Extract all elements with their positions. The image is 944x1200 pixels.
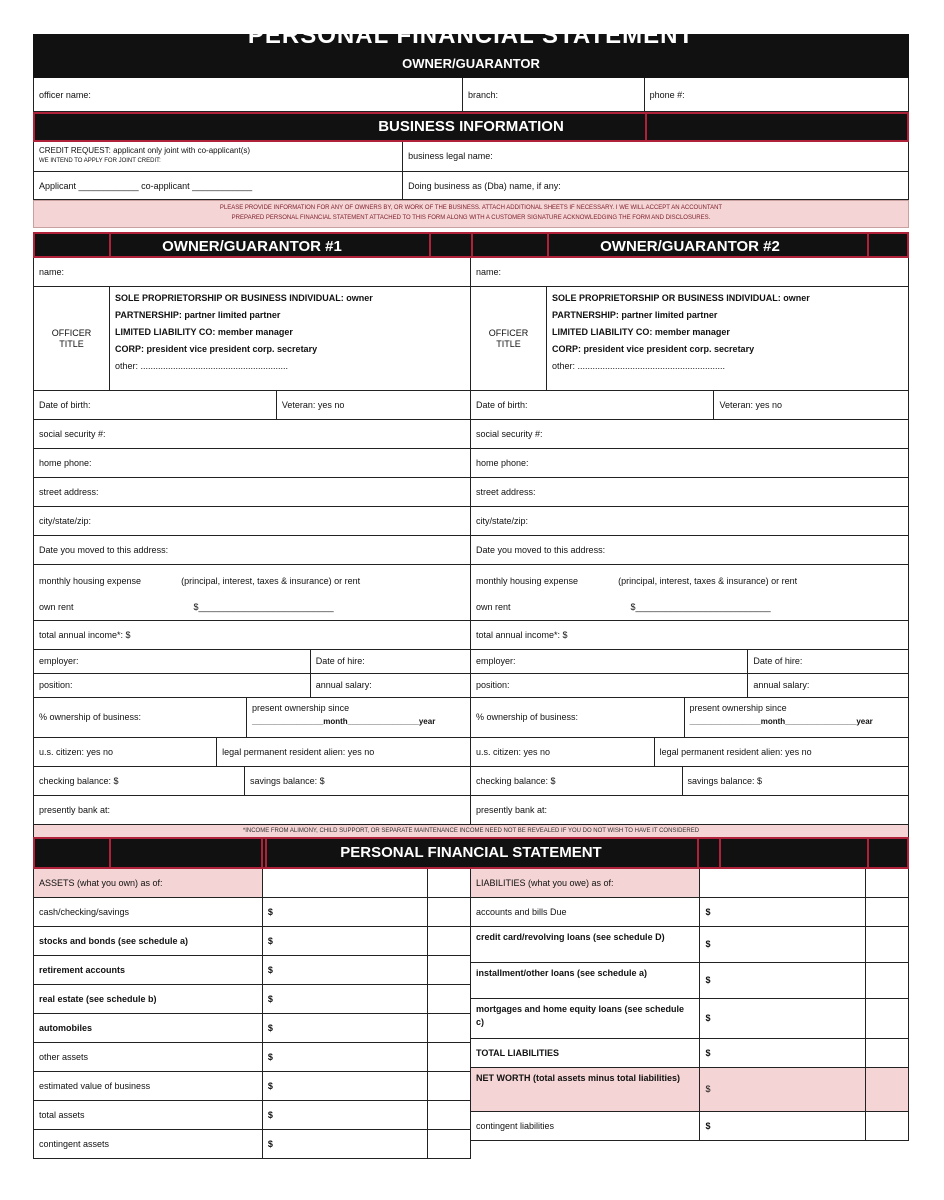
owner-2-dob-field[interactable]: Date of birth: (471, 391, 714, 419)
asset-label: real estate (see schedule b) (34, 985, 263, 1013)
owner-1-present-since-field[interactable] (247, 698, 470, 737)
owner-1-month-year: ________________month________________year (252, 717, 436, 726)
owner-1-name-field[interactable]: name: (39, 267, 65, 277)
pfs-heading: PERSONAL FINANCIAL STATEMENT (340, 844, 602, 861)
owner-2-veteran-field[interactable]: Veteran: yes no (719, 400, 782, 410)
owner-2-savings-field[interactable]: savings balance: $ (687, 776, 763, 786)
owner-2-heading-bar (471, 232, 909, 258)
owner-2-officer-row (471, 287, 909, 391)
business-legal-name-field[interactable]: business legal name: (408, 151, 493, 161)
liability-extra[interactable] (866, 1112, 908, 1140)
owner-2-column (471, 258, 909, 825)
form-page (33, 22, 909, 1159)
owner-2-heading: OWNER/GUARANTOR #2 (600, 238, 780, 255)
phone-field[interactable]: phone #: (649, 90, 685, 100)
owner-2-housing-label: monthly housing expense (476, 576, 579, 586)
owner-2-date-moved-row (471, 536, 909, 565)
liability-label: accounts and bills Due (471, 898, 700, 926)
liability-extra[interactable] (866, 1039, 908, 1067)
asset-extra[interactable] (428, 1072, 470, 1100)
asset-extra[interactable] (428, 985, 470, 1013)
owner-2-city-row (471, 507, 909, 536)
owner-1-opt-llc[interactable]: LIMITED LIABILITY CO: member manager (115, 327, 293, 337)
owner-2-opt-partnership[interactable]: PARTNERSHIP: partner limited partner (552, 310, 718, 320)
liability-extra[interactable] (866, 999, 908, 1038)
liability-label: TOTAL LIABILITIES (471, 1039, 700, 1067)
owner-1-own-rent[interactable]: own rent (39, 602, 74, 612)
owner-2-name-field[interactable]: name: (476, 267, 502, 277)
form-title: PERSONAL FINANCIAL STATEMENT (247, 22, 695, 49)
asset-extra[interactable] (428, 956, 470, 984)
liab-head-extra[interactable] (866, 869, 908, 897)
owner-2-bank-row (471, 796, 909, 825)
owner-1-ssn-row (33, 420, 471, 449)
liability-extra[interactable] (866, 927, 908, 962)
owner-2-resident-field[interactable]: legal permanent resident alien: yes no (659, 747, 812, 757)
owner-1-citizen-row (33, 738, 471, 767)
asset-row (33, 898, 471, 927)
owner-2-street-row (471, 478, 909, 507)
liab-head: LIABILITIES (what you owe) as of: (471, 869, 700, 897)
asset-row (33, 985, 471, 1014)
net-worth-extra[interactable] (866, 1068, 908, 1111)
owner-1-home-phone-row (33, 449, 471, 478)
asset-row (33, 1072, 471, 1101)
owner-2-ssn-field[interactable]: social security #: (476, 429, 543, 439)
owner-2-date-hire-field[interactable]: Date of hire: (753, 656, 803, 666)
asset-label: retirement accounts (34, 956, 263, 984)
dba-field[interactable]: Doing business as (Dba) name, if any: (408, 181, 561, 191)
owner-2-citizen-field[interactable]: u.s. citizen: yes no (471, 738, 655, 766)
asset-value[interactable]: $ (263, 1072, 428, 1100)
officer-branch-row (33, 78, 909, 112)
pfs-bar (33, 837, 909, 869)
applicant-row (33, 172, 909, 200)
owner-1-street-field[interactable]: street address: (39, 487, 99, 497)
asset-value[interactable]: $ (263, 985, 428, 1013)
applicant-field[interactable]: Applicant ____________ co-applicant ____________ (34, 172, 403, 199)
credit-request-field[interactable] (34, 142, 403, 171)
assets-head-row (33, 869, 471, 898)
owner-columns (33, 258, 909, 825)
asset-value[interactable]: $ (263, 1014, 428, 1042)
asset-extra[interactable] (428, 1130, 470, 1158)
owner-1-heading: OWNER/GUARANTOR #1 (162, 238, 342, 255)
owner-1-ownership-row (33, 698, 471, 738)
asset-value[interactable]: $ (263, 1130, 428, 1158)
owner-2-checking-field[interactable]: checking balance: $ (471, 767, 683, 795)
liability-row (471, 927, 909, 963)
asset-row (33, 927, 471, 956)
owner-2-housing-row (471, 565, 909, 621)
liability-extra[interactable] (866, 963, 908, 998)
asset-row (33, 1101, 471, 1130)
notice-line-2: PREPARED PERSONAL FINANCIAL STATEMENT ATTACHED TO THIS FORM ALONG WITH A CUSTOMER SIGNATURE ACKNOWLEDGING THE FORM AND DISCLOSURES. (231, 215, 711, 221)
owner-1-ssn-field[interactable]: social security #: (39, 429, 106, 439)
owner-1-present-since-label: present ownership since (252, 703, 350, 713)
liability-row (471, 1112, 909, 1141)
business-information-heading: BUSINESS INFORMATION (378, 118, 564, 135)
owner-2-housing-field[interactable] (471, 565, 908, 620)
liability-value[interactable]: $ (700, 1039, 866, 1067)
owner-1-housing-row (33, 565, 471, 621)
owner-2-street-field[interactable]: street address: (476, 487, 536, 497)
owner-1-income-field[interactable]: total annual income*: $ (39, 630, 131, 640)
owner-2-date-moved-field[interactable]: Date you moved to this address: (476, 545, 606, 555)
liab-head-row (471, 869, 909, 898)
business-information-bar (33, 112, 909, 142)
asset-extra[interactable] (428, 1043, 470, 1071)
owner-1-officer-options (110, 287, 470, 390)
liability-value[interactable]: $ (700, 999, 866, 1038)
asset-label: cash/checking/savings (34, 898, 263, 926)
asset-value[interactable]: $ (263, 898, 428, 926)
asset-row (33, 956, 471, 985)
owner-2-present-since-field[interactable] (685, 698, 908, 737)
owner-2-income-field[interactable]: total annual income*: $ (476, 630, 568, 640)
owner-1-date-moved-field[interactable]: Date you moved to this address: (39, 545, 169, 555)
asset-value[interactable]: $ (263, 927, 428, 955)
liability-value[interactable]: $ (700, 898, 866, 926)
owner-2-employer-field[interactable]: employer: (471, 650, 748, 673)
asset-label: estimated value of business (34, 1072, 263, 1100)
asset-row (33, 1043, 471, 1072)
owner-1-officer-row (33, 287, 471, 391)
owner-1-column (33, 258, 471, 825)
owner-2-housing-amount[interactable]: $___________________________ (630, 602, 771, 612)
liability-label: mortgages and home equity loans (see schedule c) (471, 999, 700, 1038)
credit-request-row (33, 142, 909, 172)
owner-1-position-row (33, 674, 471, 698)
owner-1-housing-field[interactable] (34, 565, 470, 620)
asset-label: other assets (34, 1043, 263, 1071)
owner-2-ownership-field[interactable]: % ownership of business: (471, 698, 685, 737)
asset-label: stocks and bonds (see schedule a) (34, 927, 263, 955)
liability-row (471, 963, 909, 999)
owner-1-city-field[interactable]: city/state/zip: (39, 516, 92, 526)
liab-head-value[interactable] (700, 869, 866, 897)
owner-1-position-field[interactable]: position: (34, 674, 311, 697)
owner-1-salary-field[interactable]: annual salary: (315, 680, 372, 690)
owner-headings (33, 232, 909, 258)
credit-request-sub: WE INTEND TO APPLY FOR JOINT CREDIT: (39, 158, 161, 164)
owner-1-street-row (33, 478, 471, 507)
owner-1-name-row (33, 258, 471, 287)
owner-1-dob-field[interactable]: Date of birth: (34, 391, 277, 419)
owner-2-citizen-row (471, 738, 909, 767)
asset-value[interactable]: $ (263, 956, 428, 984)
owner-1-balance-row (33, 767, 471, 796)
liability-value[interactable]: $ (700, 927, 866, 962)
owner-1-savings-field[interactable]: savings balance: $ (250, 776, 325, 786)
owner-1-opt-other[interactable]: other: ........................................................... (115, 361, 289, 371)
owner-2-present-since-label: present ownership since (689, 703, 787, 713)
owner-2-opt-other[interactable]: other: ........................................................... (552, 361, 726, 371)
owner-1-resident-field[interactable]: legal permanent resident alien: yes no (222, 747, 375, 757)
credit-request-label: CREDIT REQUEST: applicant only joint with co-applicant(s) (39, 146, 251, 155)
liabilities-column (471, 869, 909, 1159)
owner-1-dob-row (33, 391, 471, 420)
net-worth-value[interactable]: $ (700, 1068, 866, 1111)
assets-column (33, 869, 471, 1159)
liability-label: credit card/revolving loans (see schedule D) (471, 927, 700, 962)
assets-head-value[interactable] (263, 869, 428, 897)
asset-label: automobiles (34, 1014, 263, 1042)
notice-line-1: PLEASE PROVIDE INFORMATION FOR ANY OF OWNERS BY, OR WORK OF THE BUSINESS. ATTACH ADDITIONAL SHEETS IF NECESSARY. I WE WILL ACCEPT AN ACCOUNTANT (219, 205, 723, 211)
asset-label: contingent assets (34, 1130, 263, 1158)
liability-extra[interactable] (866, 898, 908, 926)
owner-2-own-rent[interactable]: own rent (476, 602, 511, 612)
owner-1-ownership-field[interactable]: % ownership of business: (34, 698, 247, 737)
asset-extra[interactable] (428, 1101, 470, 1129)
owner-2-home-phone-row (471, 449, 909, 478)
asset-extra[interactable] (428, 927, 470, 955)
owner-1-checking-field[interactable]: checking balance: $ (34, 767, 245, 795)
title-band (33, 22, 909, 78)
owner-1-employer-row (33, 650, 471, 674)
income-disclaimer-strip: *INCOME FROM ALIMONY, CHILD SUPPORT, OR SEPARATE MAINTENANCE INCOME NEED NOT BE REVEALED IF YOU DO NOT WISH TO HAVE IT CONSIDERED (33, 825, 909, 837)
owner-2-dob-row (471, 391, 909, 420)
owner-1-date-moved-row (33, 536, 471, 565)
net-worth-row (471, 1068, 909, 1112)
owner-2-city-field[interactable]: city/state/zip: (476, 516, 529, 526)
owner-1-home-phone-field[interactable]: home phone: (39, 458, 92, 468)
owner-1-citizen-field[interactable]: u.s. citizen: yes no (34, 738, 217, 766)
owner-1-officer-title-label: OFFICER TITLE (34, 287, 110, 390)
owner-2-name-row (471, 258, 909, 287)
owner-1-housing-note: (principal, interest, taxes & insurance) or rent (181, 576, 361, 586)
assets-head-extra[interactable] (428, 869, 470, 897)
asset-value[interactable]: $ (263, 1043, 428, 1071)
owner-2-home-phone-field[interactable]: home phone: (476, 458, 529, 468)
owner-1-housing-label: monthly housing expense (39, 576, 142, 586)
owner-1-city-row (33, 507, 471, 536)
liability-row (471, 898, 909, 927)
asset-label: total assets (34, 1101, 263, 1129)
owner-2-opt-corp[interactable]: CORP: president vice president corp. secretary (552, 344, 755, 354)
owner-1-housing-amount[interactable]: $___________________________ (193, 602, 334, 612)
assets-head: ASSETS (what you own) as of: (34, 869, 263, 897)
owner-1-veteran-field[interactable]: Veteran: yes no (281, 400, 345, 410)
owner-2-balance-row (471, 767, 909, 796)
owner-1-heading-bar (33, 232, 471, 258)
liability-label: installment/other loans (see schedule a) (471, 963, 700, 998)
owner-2-employer-row (471, 650, 909, 674)
liability-row (471, 999, 909, 1039)
owner-2-position-row (471, 674, 909, 698)
owner-2-ownership-row (471, 698, 909, 738)
net-worth-label: NET WORTH (total assets minus total liabilities) (471, 1068, 700, 1111)
owner-1-opt-partnership[interactable]: PARTNERSHIP: partner limited partner (115, 310, 281, 320)
owner-2-officer-options (547, 287, 908, 390)
owner-1-income-row (33, 621, 471, 650)
officer-name-field[interactable]: officer name: (34, 78, 463, 111)
owner-2-officer-title-label: OFFICER TITLE (471, 287, 547, 390)
owner-2-month-year: ________________month________________year (689, 717, 873, 726)
liability-label: contingent liabilities (471, 1112, 700, 1140)
liability-value[interactable]: $ (700, 963, 866, 998)
owner-2-housing-note: (principal, interest, taxes & insurance) or rent (618, 576, 798, 586)
asset-extra[interactable] (428, 1014, 470, 1042)
liability-value[interactable]: $ (700, 1112, 866, 1140)
owner-2-income-row (471, 621, 909, 650)
owner-2-salary-field[interactable]: annual salary: (753, 680, 810, 690)
notice-banner (33, 200, 909, 228)
owner-2-opt-sole[interactable]: SOLE PROPRIETORSHIP OR BUSINESS INDIVIDUAL: owner (552, 293, 810, 303)
owner-2-opt-llc[interactable]: LIMITED LIABILITY CO: member manager (552, 327, 730, 337)
liability-row (471, 1039, 909, 1068)
branch-field[interactable]: branch: (463, 78, 645, 111)
asset-extra[interactable] (428, 898, 470, 926)
asset-value[interactable]: $ (263, 1101, 428, 1129)
pfs-table (33, 869, 909, 1159)
owner-1-bank-row (33, 796, 471, 825)
owner-1-bank-field[interactable]: presently bank at: (39, 805, 111, 815)
owner-1-employer-field[interactable]: employer: (34, 650, 311, 673)
owner-2-ssn-row (471, 420, 909, 449)
asset-row (33, 1014, 471, 1043)
owner-1-opt-sole[interactable]: SOLE PROPRIETORSHIP OR BUSINESS INDIVIDUAL: owner (115, 293, 373, 303)
owner-1-date-hire-field[interactable]: Date of hire: (315, 656, 365, 666)
owner-1-opt-corp[interactable]: CORP: president vice president corp. secretary (115, 344, 318, 354)
asset-row (33, 1130, 471, 1159)
form-subtitle: OWNER/GUARANTOR (402, 56, 540, 71)
owner-2-position-field[interactable]: position: (471, 674, 748, 697)
owner-2-bank-field[interactable]: presently bank at: (476, 805, 548, 815)
